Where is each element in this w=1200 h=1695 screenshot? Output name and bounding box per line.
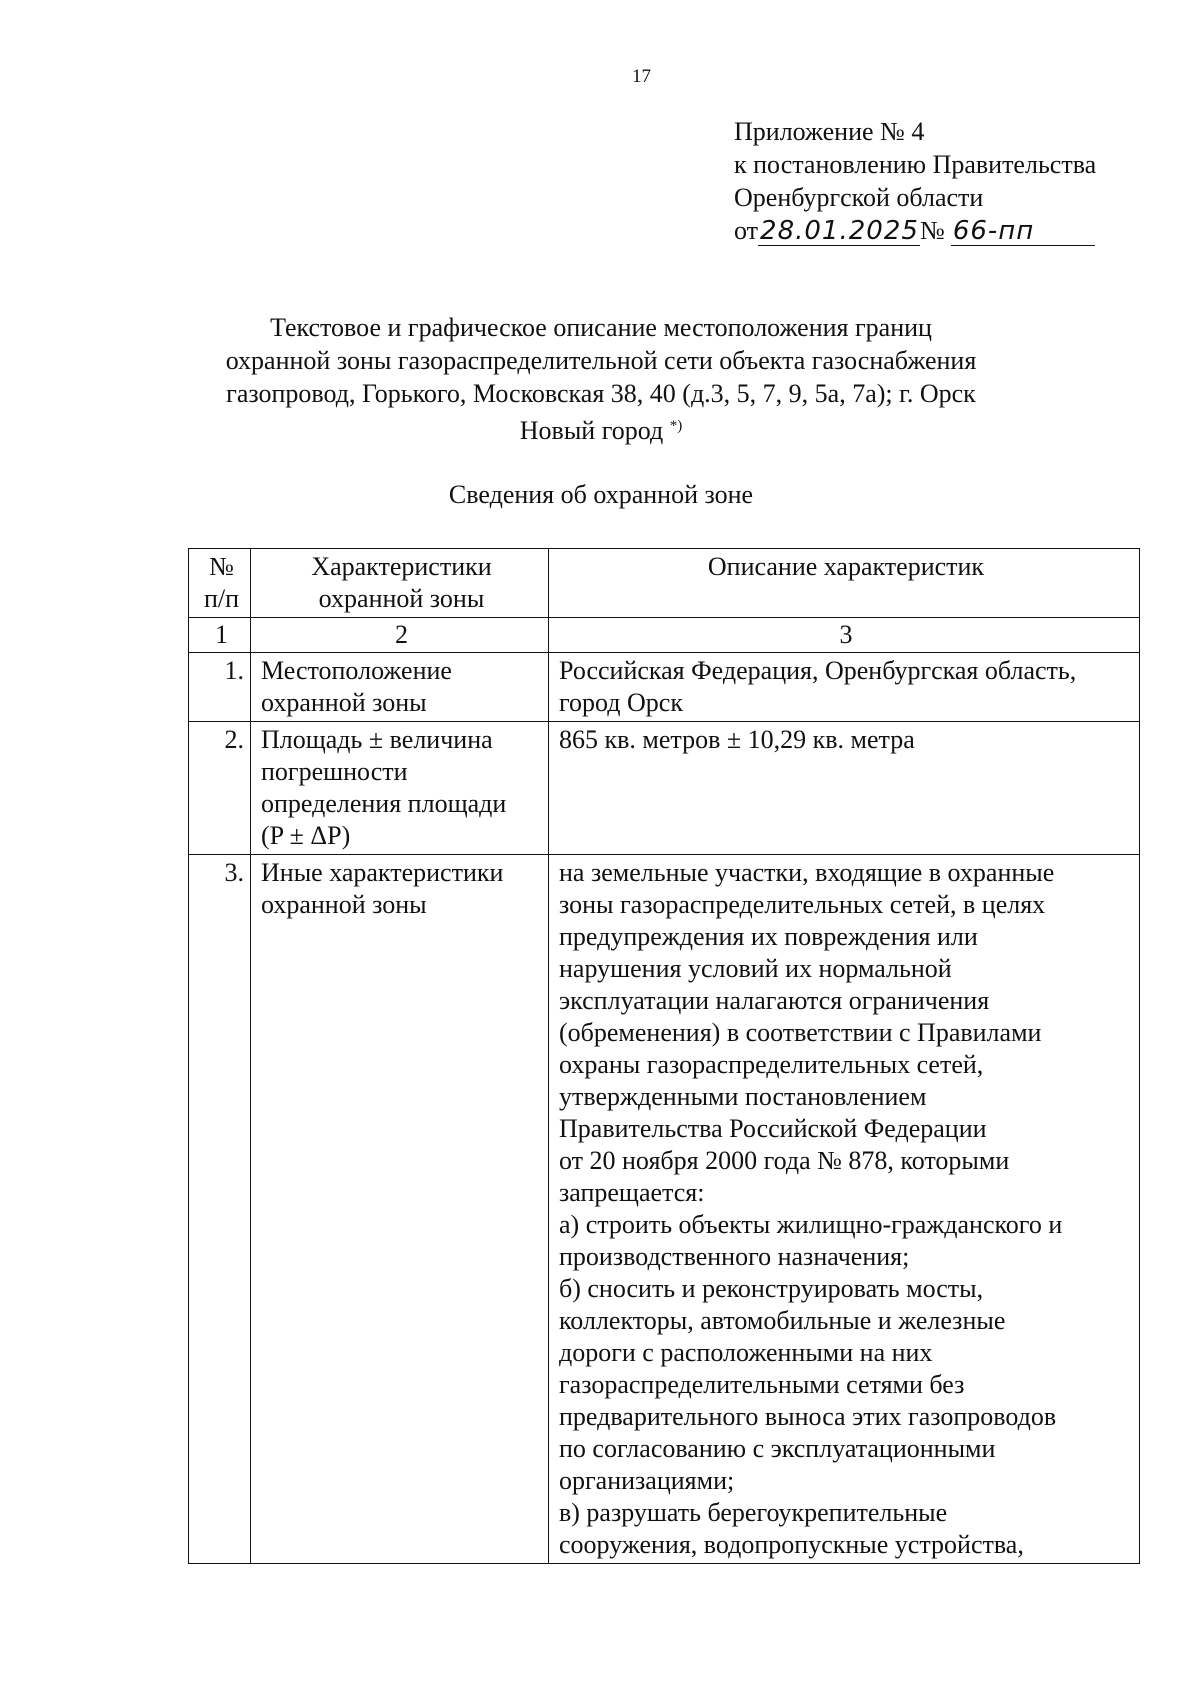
row-number: 1.	[189, 653, 251, 722]
row-name	[251, 653, 549, 722]
title-line-2: охранной зоны газораспределительной сети объекта газоснабжения	[225, 346, 977, 375]
header-text: Описание характеристик	[707, 552, 985, 581]
header-description	[549, 549, 1140, 618]
handwritten-number: 66-пп	[951, 217, 1095, 246]
table-row	[189, 722, 1140, 855]
cell-line: на земельные участки, входящие в охранные	[559, 858, 1055, 887]
document-title	[150, 311, 1052, 447]
cell-line: эксплуатации налагаются ограничения	[559, 986, 990, 1015]
index-cell: 3	[549, 618, 1140, 653]
header-characteristics	[251, 549, 549, 618]
cell-line: сооружения, водопропускные устройства,	[559, 1530, 1024, 1559]
index-cell: 1	[189, 618, 251, 653]
row-name	[251, 855, 549, 1564]
row-description	[549, 722, 1140, 855]
from-label: от	[734, 216, 759, 245]
header-number	[189, 549, 251, 618]
cell-line: газораспределительными сетями без	[559, 1370, 965, 1399]
header-text: охранной зоны	[318, 584, 485, 613]
cell-line: а) строить объекты жилищно-гражданского и	[559, 1210, 1063, 1239]
index-cell: 2	[251, 618, 549, 653]
cell-line: по согласованию с эксплуатационными	[559, 1434, 996, 1463]
title-line-1: Текстовое и графическое описание местоположения границ	[270, 313, 932, 342]
title-line-4-text: Новый город	[519, 416, 664, 445]
cell-line: б) сносить и реконструировать мосты,	[559, 1274, 984, 1303]
row-number: 2.	[189, 722, 251, 855]
cell-line: (обременения) в соответствии с Правилами	[559, 1018, 1042, 1047]
title-line-4	[150, 410, 1052, 447]
cell-line: охраны газораспределительных сетей,	[559, 1050, 984, 1079]
cell-line: коллекторы, автомобильные и железные	[559, 1306, 1006, 1335]
appendix-line-2: к постановлению Правительства	[734, 150, 1097, 179]
cell-line: зоны газораспределительных сетей, в целях	[559, 890, 1046, 919]
footnote-mark: *)	[669, 418, 683, 434]
handwritten-date: 28.01.2025	[760, 216, 919, 246]
row-description	[549, 855, 1140, 1564]
cell-line: 865 кв. метров ± 10,29 кв. метра	[559, 725, 915, 754]
cell-line: погрешности	[261, 757, 408, 786]
table-row	[189, 653, 1140, 722]
zone-table	[188, 548, 1140, 1564]
table-header-row	[189, 549, 1140, 618]
cell-line: Иные характеристики	[261, 858, 504, 887]
cell-line: производственного назначения;	[559, 1242, 910, 1271]
appendix-line-1: Приложение № 4	[734, 117, 925, 146]
cell-line: нарушения условий их нормальной	[559, 954, 952, 983]
cell-line: в) разрушать берегоукрепительные	[559, 1498, 948, 1527]
cell-line: предварительного выноса этих газопроводов	[559, 1402, 1057, 1431]
cell-line: (P ± ΔP)	[261, 821, 351, 850]
title-line-3: газопровод, Горького, Московская 38, 40 (д.3, 5, 7, 9, 5а, 7а); г. Орск	[226, 379, 976, 408]
cell-line: Площадь ± величина	[261, 725, 493, 754]
appendix-line-3: Оренбургской области	[734, 183, 984, 212]
row-number: 3.	[189, 855, 251, 1564]
cell-line: Российская Федерация, Оренбургская область,	[559, 656, 1077, 685]
cell-line: предупреждения их повреждения или	[559, 922, 978, 951]
cell-line: Местоположение	[261, 656, 452, 685]
section-subtitle: Сведения об охранной зоне	[448, 480, 754, 509]
header-text: Характеристики	[311, 552, 492, 581]
row-description	[549, 653, 1140, 722]
cell-line: утвержденными постановлением	[559, 1082, 927, 1111]
cell-line: город Орск	[559, 688, 683, 717]
header-text: п/п	[203, 584, 240, 613]
cell-line: запрещается:	[559, 1178, 705, 1207]
page-number: 17	[632, 66, 651, 87]
header-text: №	[209, 552, 234, 581]
number-label: №	[920, 216, 945, 245]
cell-line: охранной зоны	[261, 890, 427, 919]
table-row	[189, 855, 1140, 1564]
table-index-row	[189, 618, 1140, 653]
cell-line: Правительства Российской Федерации	[559, 1114, 987, 1143]
cell-line: охранной зоны	[261, 688, 427, 717]
row-name	[251, 722, 549, 855]
appendix-date-line	[734, 214, 1096, 247]
cell-line: дороги с расположенными на них	[559, 1338, 933, 1367]
cell-line: организациями;	[559, 1466, 735, 1495]
cell-line: определения площади	[261, 789, 507, 818]
cell-line: от 20 ноября 2000 года № 878, которыми	[559, 1146, 1010, 1175]
appendix-block	[734, 115, 1096, 247]
